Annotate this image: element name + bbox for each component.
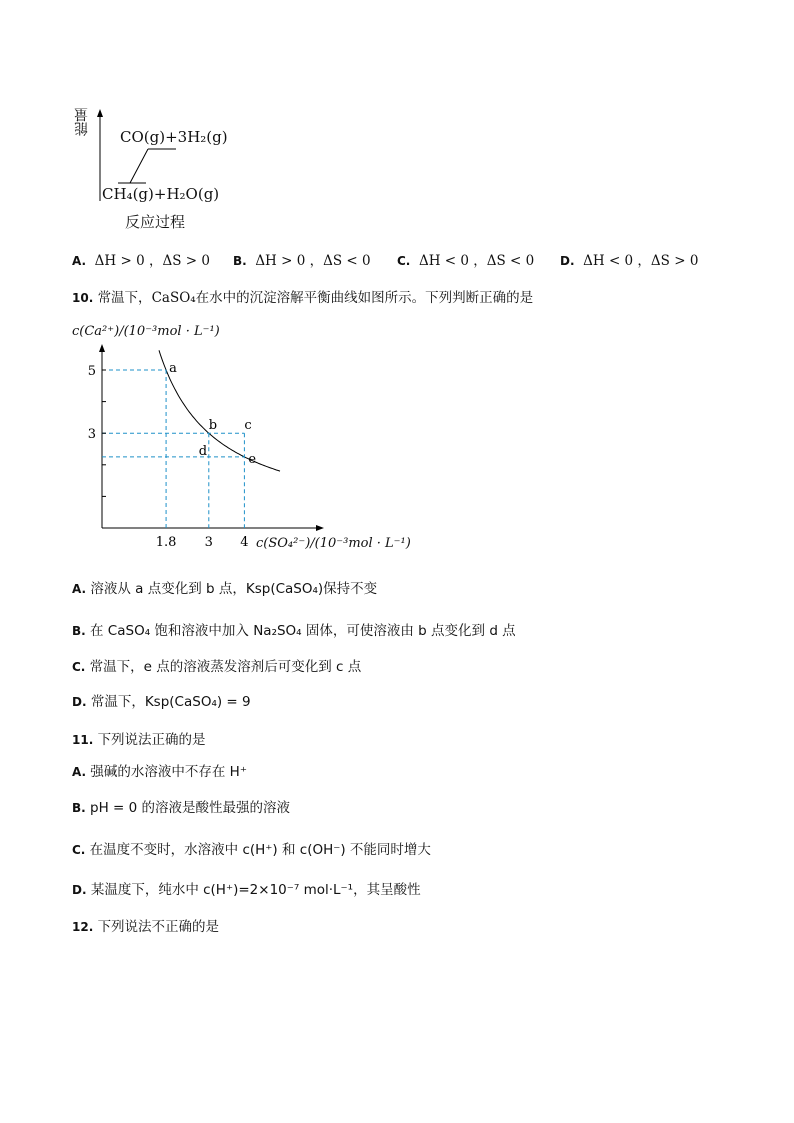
q9-option-b: B. ΔH > 0 ，ΔS < 0 — [233, 253, 371, 269]
q10-option-a: A. 溶液从 a 点变化到 b 点，Ksp(CaSO₄)保持不变 — [72, 581, 378, 597]
q11-stem: 11. 下列说法正确的是 — [72, 732, 206, 748]
energy-axis-label: 能量 — [74, 108, 90, 136]
point-label-c: c — [244, 418, 252, 434]
x-axis-arrow — [316, 525, 324, 531]
chart-y-axis-label: c(Ca²⁺)/(10⁻³mol · L⁻¹) — [72, 324, 220, 339]
point-label-a: a — [169, 361, 177, 376]
q9-option-a: A. ΔH > 0 ，ΔS > 0 — [72, 253, 210, 269]
q11-option-d: D. 某温度下，纯水中 c(H⁺)=2×10⁻⁷ mol·L⁻¹，其呈酸性 — [72, 882, 421, 898]
q10-option-b: B. 在 CaSO₄ 饱和溶液中加入 Na₂SO₄ 固体，可使溶液由 b 点变化到 d 点 — [72, 623, 516, 639]
reaction-progress-label: 反应过程 — [125, 213, 186, 231]
y-axis-arrow — [99, 344, 105, 352]
point-label-e: e — [248, 451, 257, 467]
q10-option-c: C. 常温下，e 点的溶液蒸发溶剂后可变化到 c 点 — [72, 659, 362, 675]
q10-stem: 10. 常温下，CaSO₄在水中的沉淀溶解平衡曲线如图所示。下列判断正确的是 — [72, 290, 534, 306]
x-tick-label: 4 — [240, 535, 249, 550]
chart-x-axis-label: c(SO₄²⁻)/(10⁻³mol · L⁻¹) — [256, 536, 411, 551]
q11-option-a: A. 强碱的水溶液中不存在 H⁺ — [72, 764, 247, 780]
point-label-b: b — [208, 418, 218, 434]
reactant-label: CH₄(g)+H₂O(g) — [102, 185, 220, 203]
y-tick-label: 3 — [87, 427, 96, 443]
transition-line — [130, 149, 148, 183]
q11-option-c: C. 在温度不变时，水溶液中 c(H⁺) 和 c(OH⁻) 不能同时增大 — [72, 842, 431, 858]
solubility-chart — [60, 340, 420, 560]
q9-option-d: D. ΔH < 0 ，ΔS > 0 — [560, 253, 699, 269]
y-tick-label: 5 — [87, 364, 96, 379]
x-tick-label: 3 — [204, 535, 213, 550]
point-label-d: d — [198, 443, 208, 459]
q9-option-c: C. ΔH < 0 ，ΔS < 0 — [397, 253, 535, 269]
product-label: CO(g)+3H₂(g) — [120, 128, 228, 146]
q11-option-b: B. pH = 0 的溶液是酸性最强的溶液 — [72, 800, 291, 816]
q12-stem: 12. 下列说法不正确的是 — [72, 919, 220, 935]
solubility-curve — [159, 350, 280, 471]
q10-option-d: D. 常温下，Ksp(CaSO₄) = 9 — [72, 694, 251, 710]
x-tick-label: 1.8 — [155, 535, 177, 550]
